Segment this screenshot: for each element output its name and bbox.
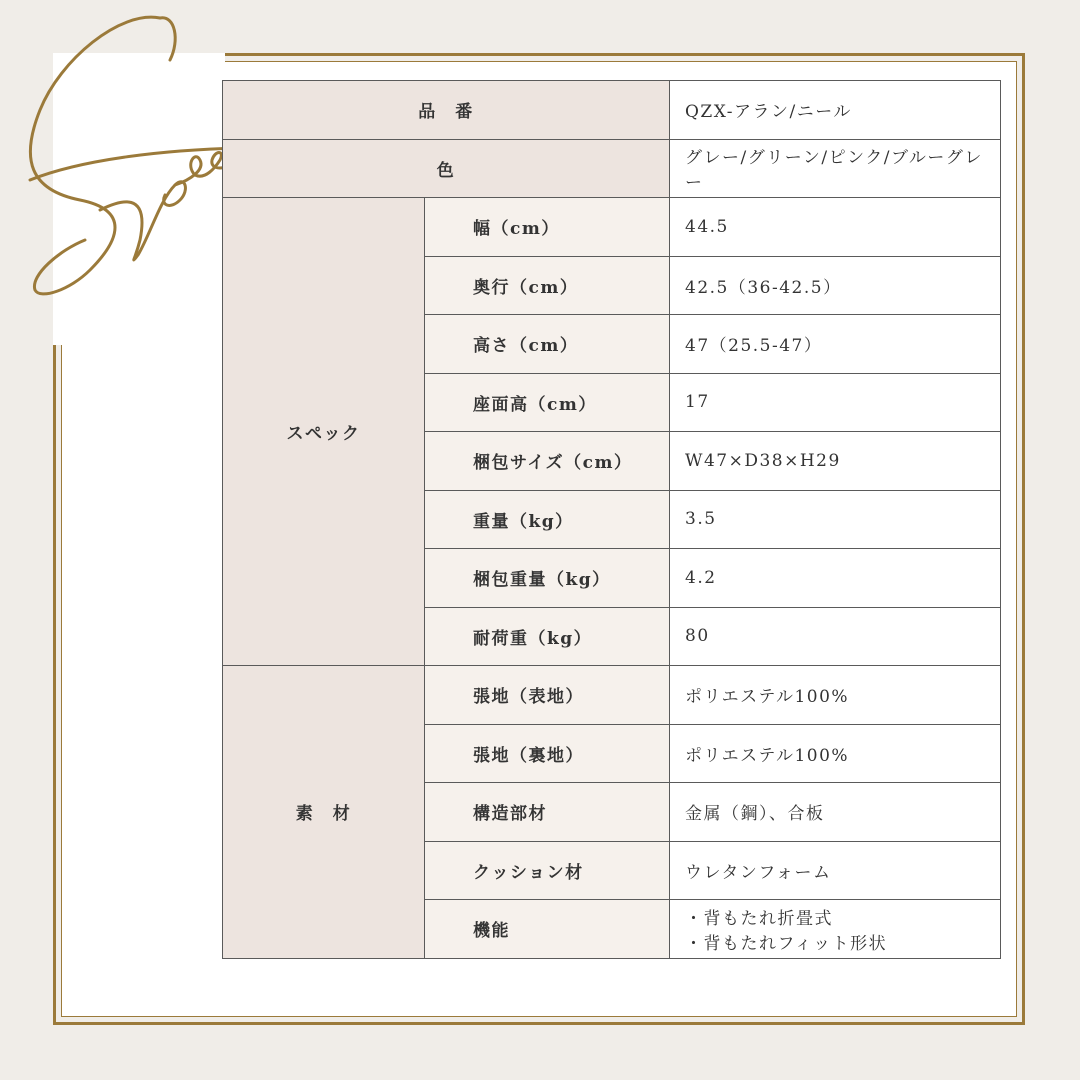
row-value: 47（25.5-47） xyxy=(670,315,1001,374)
row-value: 80 xyxy=(670,607,1001,666)
row-value-multiline xyxy=(670,900,1001,959)
row-value: ポリエステル100% xyxy=(670,666,1001,725)
row-value: 17 xyxy=(670,373,1001,432)
row-value: 44.5 xyxy=(670,198,1001,257)
row-value: 42.5（36-42.5） xyxy=(670,256,1001,315)
spec-table xyxy=(222,80,1001,959)
color-value: グレー/グリーン/ピンク/ブルーグレー xyxy=(670,139,1001,198)
table-row xyxy=(223,198,1001,257)
group-spec-label: スペック xyxy=(223,198,425,666)
row-label: 耐荷重（kg） xyxy=(425,607,670,666)
row-value: ウレタンフォーム xyxy=(670,841,1001,900)
row-value: ポリエステル100% xyxy=(670,724,1001,783)
row-label: 機能 xyxy=(425,900,670,959)
model-number-label: 品 番 xyxy=(223,81,670,140)
group-material-label: 素 材 xyxy=(223,666,425,959)
model-number-value: QZX-アラン/ニール xyxy=(670,81,1001,140)
color-label: 色 xyxy=(223,139,670,198)
row-value: 4.2 xyxy=(670,549,1001,608)
function-line-1: ・背もたれ折畳式 xyxy=(685,908,833,929)
row-label: 重量（kg） xyxy=(425,490,670,549)
table-row xyxy=(223,139,1001,198)
row-label: 座面高（cm） xyxy=(425,373,670,432)
row-value: 金属（鋼）、合板 xyxy=(670,783,1001,842)
function-line-2: ・背もたれフィット形状 xyxy=(685,933,888,954)
row-label: 奥行（cm） xyxy=(425,256,670,315)
table-row xyxy=(223,666,1001,725)
row-value: 3.5 xyxy=(670,490,1001,549)
row-label: 張地（表地） xyxy=(425,666,670,725)
table-row xyxy=(223,81,1001,140)
row-label: 張地（裏地） xyxy=(425,724,670,783)
row-label: 梱包重量（kg） xyxy=(425,549,670,608)
row-label: 高さ（cm） xyxy=(425,315,670,374)
row-label: 構造部材 xyxy=(425,783,670,842)
row-label: クッション材 xyxy=(425,841,670,900)
row-label: 梱包サイズ（cm） xyxy=(425,432,670,491)
row-value: W47×D38×H29 xyxy=(670,432,1001,491)
row-label: 幅（cm） xyxy=(425,198,670,257)
